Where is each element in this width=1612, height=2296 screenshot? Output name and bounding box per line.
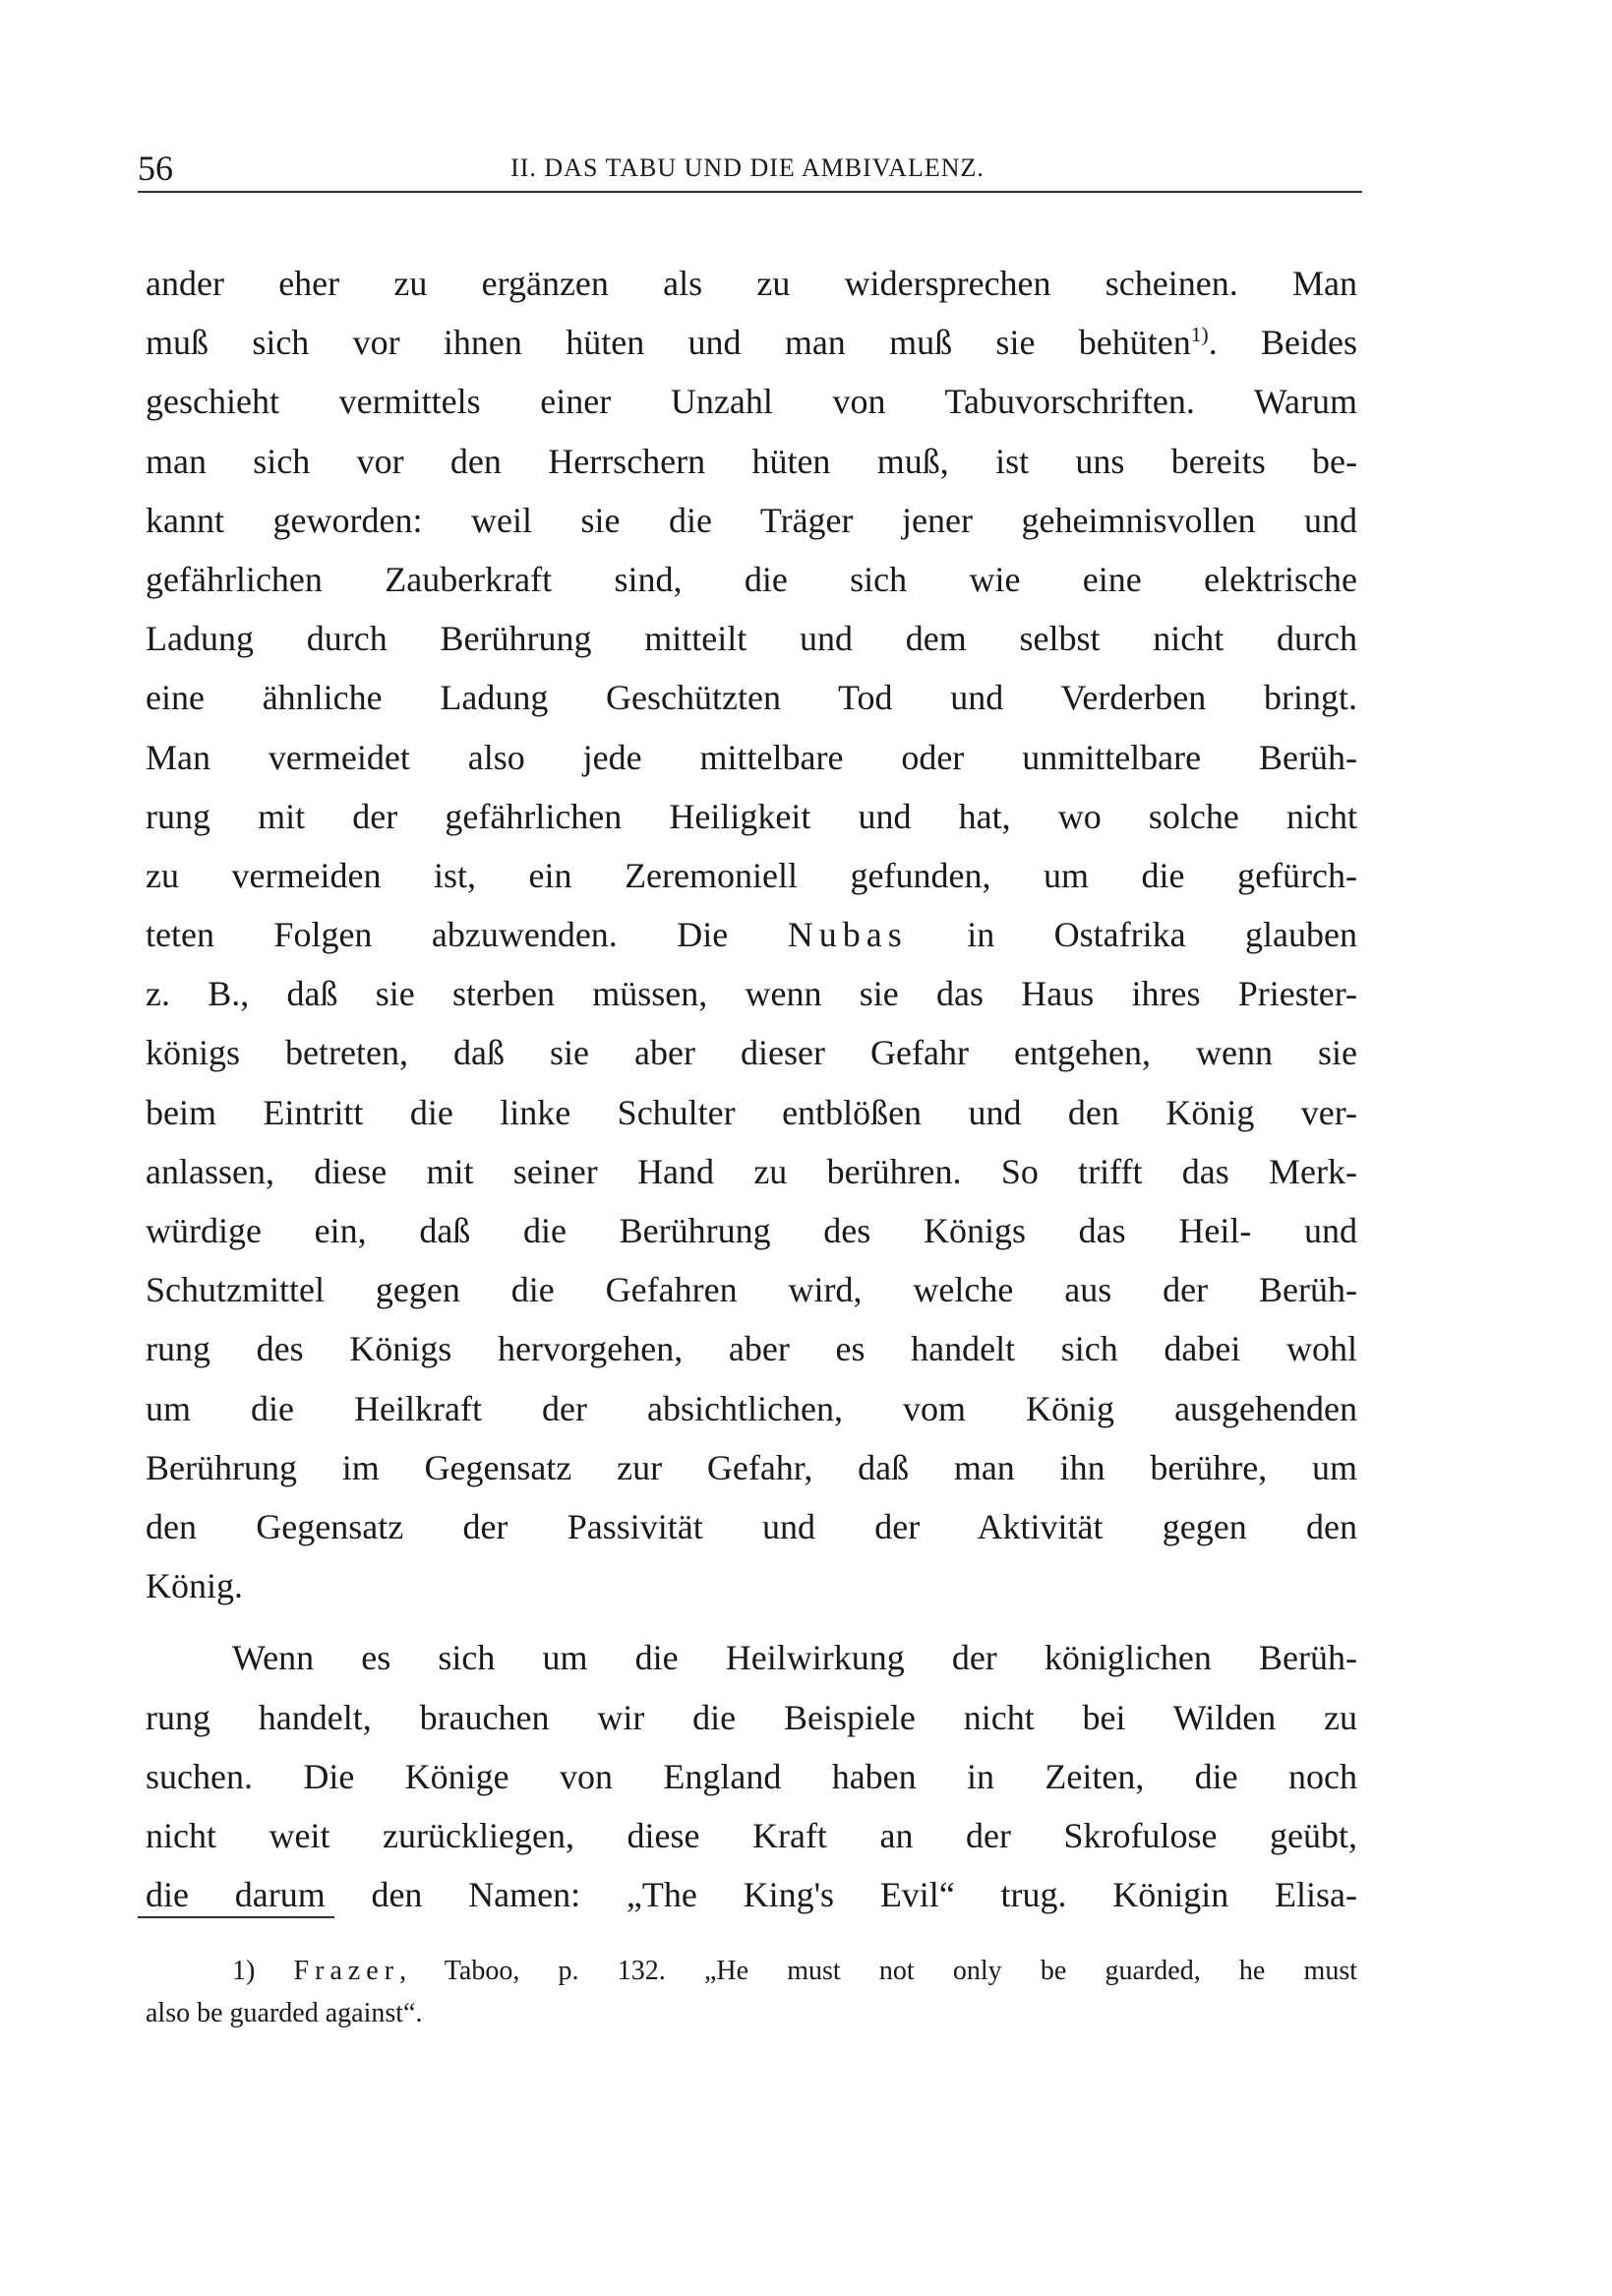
text-line: zu vermeiden ist, ein Zeremoniell gefunden, um die gefürch- (146, 855, 1357, 895)
text-line (146, 905, 1357, 964)
text-line: rung handelt, brauchen wir die Beispiele nicht bei Wilden zu (146, 1697, 1357, 1737)
footnote-marker: 1) (232, 1956, 256, 1986)
page-header (138, 148, 1357, 197)
text-line: königs betreten, daß sie aber dieser Gefahr entgehen, wenn sie (146, 1033, 1357, 1073)
text-line: anlassen, diese mit seiner Hand zu berühren. So trifft das Merk- (146, 1151, 1357, 1191)
footnote-author: Frazer (293, 1956, 400, 1986)
text-line: Berührung im Gegensatz zur Gefahr, daß man ihn berühre, um (146, 1447, 1357, 1487)
text-line: den Gegensatz der Passivität und der Aktivität gegen den (146, 1506, 1357, 1546)
footnote-line: also be guarded against“. (146, 1998, 423, 2028)
paragraph-gap (146, 1615, 1357, 1628)
text-line: würdige ein, daß die Berührung des Königs das Heil- und (146, 1211, 1357, 1250)
body-text (146, 254, 1357, 1924)
footnote-line (146, 1950, 1357, 1992)
text-line: ander eher zu ergänzen als zu widersprechen scheinen. Man (146, 264, 1357, 303)
text-line: rung mit der gefährlichen Heiligkeit und hat, wo solche nicht (146, 796, 1357, 836)
footnote-ref[interactable]: 1) (1190, 323, 1209, 347)
running-head: II. DAS TABU UND DIE AMBIVALENZ. (510, 153, 985, 182)
text-fragment: muß sich vor ihnen hüten und man muß sie behüten (146, 323, 1191, 363)
text-fragment: teten Folgen abzuwenden. Die (146, 915, 729, 955)
text-line: man sich vor den Herrschern hüten muß, ist uns bereits be- (146, 441, 1357, 481)
footnote-rule (138, 1916, 334, 1918)
text-line: um die Heilkraft der absichtlichen, vom König ausgehenden (146, 1388, 1357, 1428)
text-line: eine ähnliche Ladung Geschützten Tod und Verderben bringt. (146, 678, 1357, 718)
text-line: König. (146, 1566, 243, 1606)
text-fragment: in Ostafrika glauben (967, 915, 1358, 955)
emphasized-name: Nubas (787, 915, 908, 955)
text-line: die darum den Namen: „The King's Evil“ trug. Königin Elisa- (146, 1875, 1357, 1915)
text-line: rung des Königs hervorgehen, aber es handelt sich dabei wohl (146, 1329, 1357, 1369)
text-line: z. B., daß sie sterben müssen, wenn sie das Haus ihres Priester- (146, 974, 1357, 1014)
text-line: Ladung durch Berührung mitteilt und dem selbst nicht durch (146, 619, 1357, 659)
text-line: beim Eintritt die linke Schulter entblößen und den König ver- (146, 1092, 1357, 1132)
header-rule (138, 191, 1362, 193)
text-line: Wenn es sich um die Heilwirkung der königlichen Berüh- (232, 1638, 1357, 1678)
footnotes (146, 1950, 1357, 2034)
footnote-text: , Taboo, p. 132. „He must not only be guarded, he must (399, 1956, 1358, 1986)
text-line: Man vermeidet also jede mittelbare oder unmittelbare Berüh- (146, 737, 1357, 777)
text-line: Schutzmittel gegen die Gefahren wird, welche aus der Berüh- (146, 1270, 1357, 1310)
text-line: kannt geworden: weil sie die Träger jener geheimnisvollen und (146, 500, 1357, 540)
page-number: 56 (138, 149, 173, 188)
text-line: suchen. Die Könige von England haben in Zeiten, die noch (146, 1756, 1357, 1796)
text-line: nicht weit zurückliegen, diese Kraft an der Skrofulose geübt, (146, 1815, 1357, 1855)
text-line: geschieht vermittels einer Unzahl von Tabuvorschriften. Warum (146, 382, 1357, 422)
text-line: gefährlichen Zauberkraft sind, die sich wie eine elektrische (146, 559, 1357, 599)
text-fragment: . Beides (1208, 323, 1357, 363)
text-line (146, 313, 1357, 372)
